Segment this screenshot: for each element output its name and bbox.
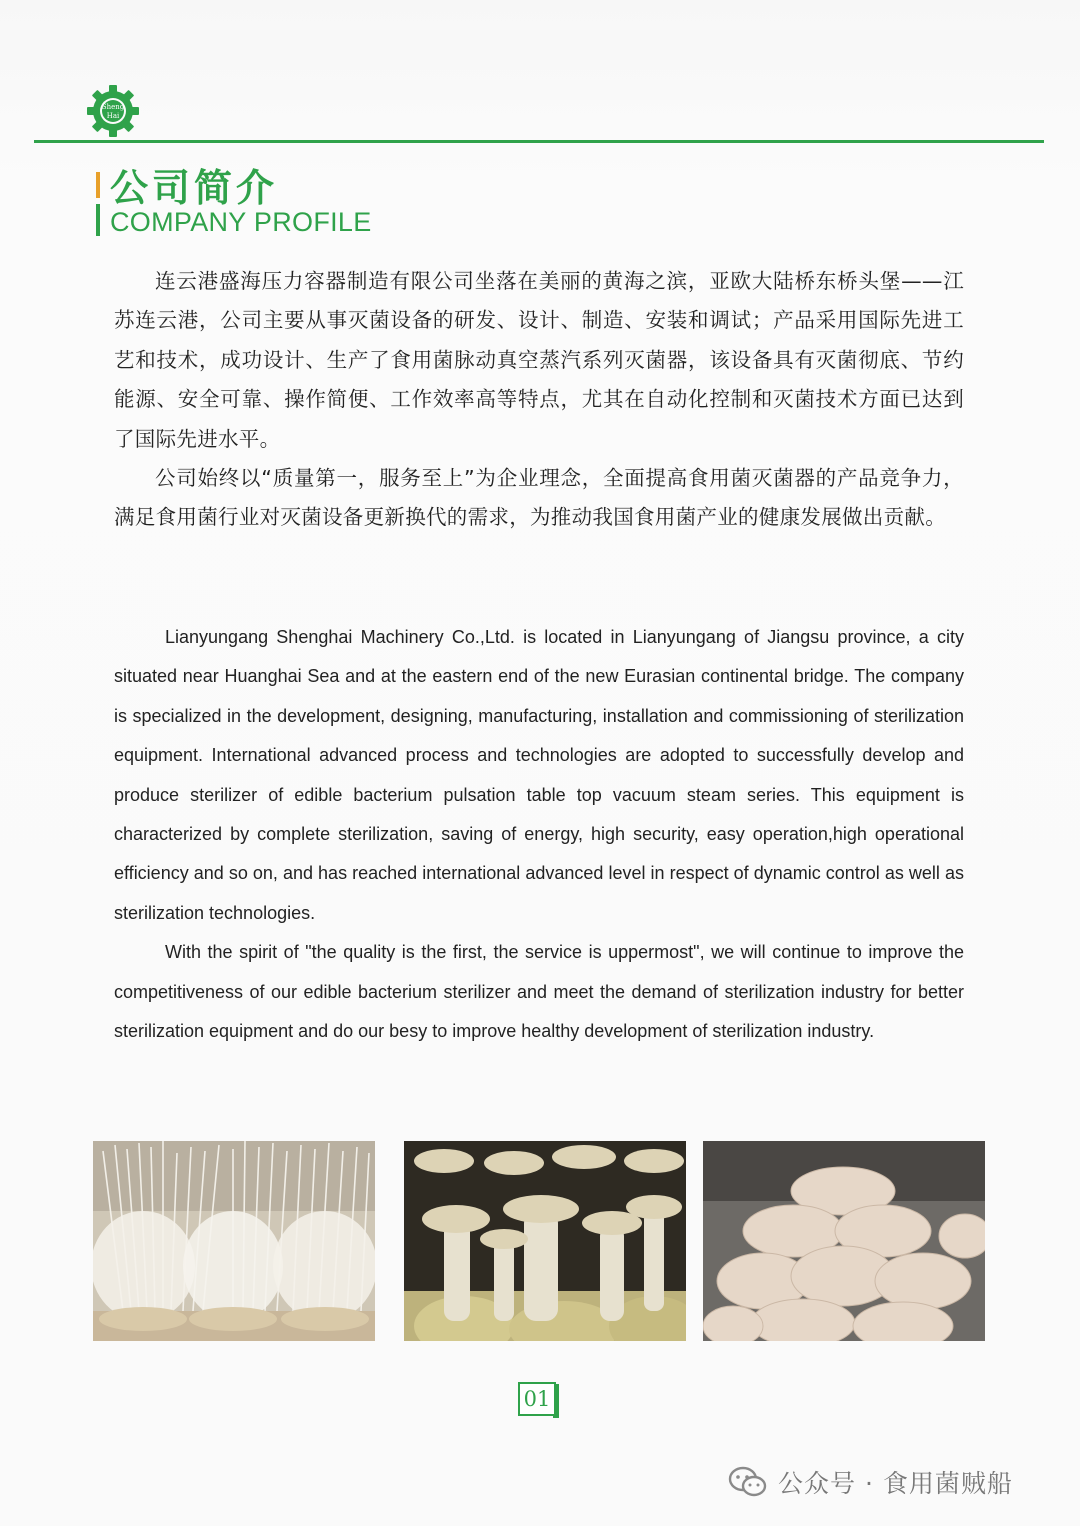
title-accent-bar-orange: [96, 172, 100, 198]
section-title-english: COMPANY PROFILE: [110, 207, 372, 237]
header-rule: [34, 140, 1044, 143]
enoki-mushroom-photo: [93, 1141, 375, 1341]
section-title-chinese: 公司简介: [110, 165, 279, 210]
watermark-text: 公众号 · 食用菌贼船: [778, 1469, 1013, 1498]
english-paragraph-2: With the spirit of "the quality is the first, the service is uppermost", we will continue to improve the competitiveness of our edible bacterium sterilizer and meet the demand of sterilization industry for better sterilization equipment and do our besy to improve healthy development of sterilization industry.: [114, 942, 964, 1042]
chinese-paragraph-2: 公司始终以“质量第一，服务至上”为企业理念，全面提高食用菌灭菌器的产品竞争力，满足食用菌行业对灭菌设备更新换代的需求，为推动我国食用菌产业的健康发展做出贡献。: [114, 466, 964, 530]
english-body-text: [114, 618, 964, 1051]
page-number: 01: [518, 1382, 556, 1416]
wechat-watermark: [728, 1462, 1013, 1502]
logo-text-top: Sheng: [101, 103, 125, 111]
chinese-body-text: [114, 262, 964, 538]
gear-logo-icon: [84, 82, 142, 140]
title-accent-bar-green: [96, 204, 100, 236]
chinese-paragraph-1: 连云港盛海压力容器制造有限公司坐落在美丽的黄海之滨，亚欧大陆桥东桥头堡——江苏连云港，公司主要从事灭菌设备的研发、设计、制造、安装和调试；产品采用国际先进工艺和技术，成功设计、生产了食用菌脉动真空蒸汽系列灭菌器，该设备具有灭菌彻底、节约能源、安全可靠、操作简便、工作效率高等特点，尤其在自动化控制和灭菌技术方面已达到了国际先进水平。: [114, 269, 964, 451]
king-oyster-mushroom-photo: [404, 1141, 686, 1341]
english-paragraph-1: Lianyungang Shenghai Machinery Co.,Ltd. is located in Lianyungang of Jiangsu province, a city situated near Huanghai Sea and at the eastern end of the new Eurasian continental bridge. The company is specialized in the development, designing, manufacturing, installation and commissioning of sterilization equipment. International advanced process and technologies are adopted to successfully develop and produce sterilizer of edible bacterium pulsation table top vacuum steam series. This equipment is characterized by complete sterilization, saving of energy, high security, easy operation,high operational efficiency and so on, and has reached international advanced level in respect of dynamic control as well as sterilization technologies.: [114, 627, 964, 923]
oyster-mushroom-photo: [703, 1141, 985, 1341]
logo-text-bottom: Hai: [106, 112, 120, 120]
wechat-icon: [728, 1465, 768, 1499]
